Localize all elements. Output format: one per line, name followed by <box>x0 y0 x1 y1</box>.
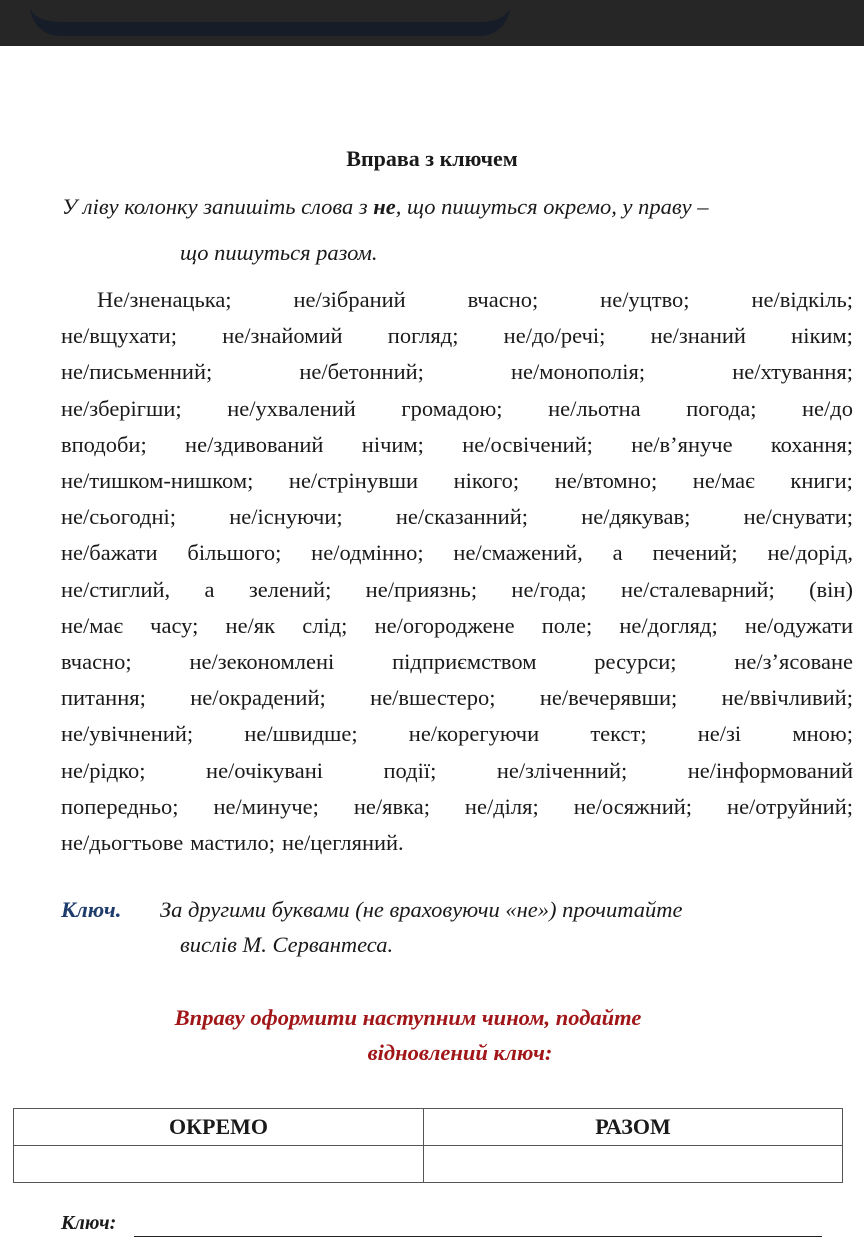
exercise-word: мастило; <box>190 830 275 856</box>
key-instruction-line-2: вислів М. Сервантеса. <box>180 932 394 957</box>
exercise-word: текст; <box>590 721 647 747</box>
exercise-line <box>61 644 853 680</box>
exercise-word: Не/зненацька; <box>97 287 232 312</box>
exercise-word: книги; <box>790 468 853 494</box>
cropped-heading-glyph <box>30 0 510 36</box>
exercise-word: не/відкіль; <box>751 287 853 312</box>
exercise-word: не/до <box>802 395 853 421</box>
format-note-line-2: відновлений ключ: <box>367 1040 553 1065</box>
exercise-word: ресурси; <box>594 649 677 675</box>
exercise-word: не/одужати <box>744 612 853 638</box>
exercise-line <box>61 427 853 463</box>
exercise-word: не/смажений, <box>453 540 583 566</box>
exercise-line <box>61 354 853 390</box>
exercise-word: а <box>612 540 623 566</box>
exercise-word: події; <box>383 757 437 783</box>
exercise-word: не/зі <box>697 721 742 747</box>
exercise-word: кохання; <box>770 431 853 457</box>
exercise-word: попередньо; <box>61 793 179 819</box>
answer-table <box>13 1108 843 1183</box>
exercise-word: печений; <box>652 540 738 566</box>
exercise-word: не/монополія; <box>511 359 646 385</box>
exercise-word: не/інформований <box>687 757 853 783</box>
exercise-word: не/втомно; <box>554 468 658 494</box>
exercise-word: не/бетонний; <box>299 359 424 385</box>
exercise-word: не/корегуючи <box>408 721 540 747</box>
exercise-word: вчасно; <box>467 287 539 312</box>
exercise-word: не/стрінувши <box>288 468 419 494</box>
key-label: Ключ. <box>61 897 122 922</box>
instruction-line-2: що пишуться разом. <box>180 240 378 265</box>
footer-key-label: Ключ: <box>61 1212 117 1234</box>
exercise-word: не/дорід, <box>767 540 853 566</box>
exercise-line <box>61 391 853 427</box>
exercise-word: не/рідко; <box>61 757 146 783</box>
exercise-word: не/цегляний. <box>281 830 404 856</box>
instruction-text-after: , що пишуться окремо, у праву – <box>395 194 709 219</box>
exercise-word: мною; <box>792 721 853 747</box>
exercise-word: не/года; <box>511 576 587 602</box>
exercise-line <box>61 753 853 789</box>
exercise-word: підприємством <box>392 649 537 675</box>
exercise-word: не/зібраний <box>293 287 406 312</box>
format-note-line-1: Вправу оформити наступним чином, подайте <box>174 1005 642 1030</box>
exercise-word: не/з’ясоване <box>734 649 853 675</box>
exercise-line <box>61 680 853 716</box>
header-razom: РАЗОМ <box>424 1109 843 1146</box>
exercise-word: не/сталеварний; <box>621 576 775 602</box>
exercise-word-list <box>61 282 853 861</box>
exercise-word: не/має <box>61 612 124 638</box>
exercise-word: не/існуючи; <box>229 504 343 530</box>
exercise-word: не/знаний <box>650 323 746 349</box>
exercise-word: не/діля; <box>464 793 539 819</box>
exercise-word: не/уцтво; <box>600 287 690 312</box>
answer-table-header-row <box>14 1109 843 1146</box>
exercise-line <box>61 499 853 535</box>
exercise-word: не/в’януче <box>631 431 733 457</box>
exercise-word: не/снувати; <box>743 504 853 530</box>
exercise-word: не/сказанний; <box>395 504 528 530</box>
instruction-bold-word: не <box>373 194 396 219</box>
exercise-word: не/здивований <box>185 431 324 457</box>
exercise-line <box>61 716 853 752</box>
exercise-title: Вправа з ключем <box>346 146 518 171</box>
exercise-word: не/явка; <box>353 793 430 819</box>
answer-cell-razom <box>424 1146 843 1183</box>
exercise-word: не/бажати <box>61 540 158 566</box>
instruction-text-before: У ліву колонку запишіть слова з <box>62 194 374 219</box>
exercise-line <box>61 789 853 825</box>
exercise-word: не/догляд; <box>619 612 718 638</box>
exercise-word: не/швидше; <box>244 721 358 747</box>
exercise-word: не/зберігши; <box>61 395 182 421</box>
exercise-word: не/письменний; <box>61 359 213 385</box>
answer-cell-okremo <box>14 1146 424 1183</box>
exercise-line <box>61 318 853 354</box>
instruction-line-1 <box>62 194 709 220</box>
exercise-word: не/тишком-нишком; <box>61 468 254 494</box>
exercise-word: не/одмінно; <box>311 540 424 566</box>
key-instruction-line-1: За другими буквами (не враховуючи «не») прочитайте <box>160 897 683 922</box>
exercise-word: не/знайомий <box>222 323 343 349</box>
exercise-word: громадою; <box>401 395 503 421</box>
exercise-word: нічим; <box>361 431 424 457</box>
exercise-word: погляд; <box>387 323 459 349</box>
exercise-word: нікого; <box>453 468 520 494</box>
exercise-word: (він) <box>809 576 853 602</box>
exercise-word: зелений; <box>248 576 332 602</box>
exercise-word: не/приязнь; <box>365 576 478 602</box>
exercise-word: не/освічений; <box>462 431 593 457</box>
exercise-word: не/ввічливий; <box>721 685 853 711</box>
exercise-word: не/стиглий, <box>61 576 171 602</box>
exercise-word: не/огороджене <box>374 612 515 638</box>
header-okremo: ОКРЕМО <box>14 1109 424 1146</box>
exercise-word: не/сьогодні; <box>61 504 177 530</box>
exercise-line <box>61 282 853 318</box>
exercise-line <box>61 463 853 499</box>
exercise-line <box>61 608 853 644</box>
exercise-word: не/до/речі; <box>503 323 606 349</box>
exercise-word: вподоби; <box>61 431 147 457</box>
exercise-word: не/минуче; <box>213 793 319 819</box>
exercise-word: не/очікувані <box>206 757 324 783</box>
answer-table-empty-row <box>14 1146 843 1183</box>
exercise-word: не/вшестеро; <box>370 685 496 711</box>
exercise-word: більшого; <box>187 540 282 566</box>
exercise-word: не/отруйний; <box>727 793 853 819</box>
exercise-word: не/вечерявши; <box>539 685 678 711</box>
exercise-word: поле; <box>541 612 593 638</box>
exercise-word: часу; <box>150 612 199 638</box>
exercise-line <box>61 572 853 608</box>
exercise-word: не/дякував; <box>581 504 691 530</box>
exercise-line <box>61 535 853 571</box>
footer-answer-line <box>134 1236 822 1237</box>
exercise-word: погода; <box>686 395 757 421</box>
exercise-word: не/має <box>692 468 755 494</box>
exercise-word: вчасно; <box>61 649 132 675</box>
exercise-word: не/ухвалений <box>227 395 356 421</box>
exercise-word: не/дьогтьове <box>61 830 184 856</box>
exercise-word: не/як <box>225 612 276 638</box>
exercise-word: не/окрадений; <box>190 685 326 711</box>
exercise-word: ніким; <box>791 323 853 349</box>
exercise-word: питання; <box>61 685 146 711</box>
exercise-word: не/увічнений; <box>61 721 194 747</box>
exercise-word: не/хтування; <box>732 359 853 385</box>
exercise-word: а <box>204 576 215 602</box>
top-header-band <box>0 0 864 46</box>
exercise-word: не/зліченний; <box>496 757 628 783</box>
exercise-word: не/осяжний; <box>573 793 693 819</box>
exercise-word: не/льотна <box>548 395 641 421</box>
exercise-word: не/зекономлені <box>189 649 335 675</box>
exercise-line <box>61 825 853 861</box>
exercise-word: не/вщухати; <box>61 323 177 349</box>
exercise-word: слід; <box>302 612 348 638</box>
